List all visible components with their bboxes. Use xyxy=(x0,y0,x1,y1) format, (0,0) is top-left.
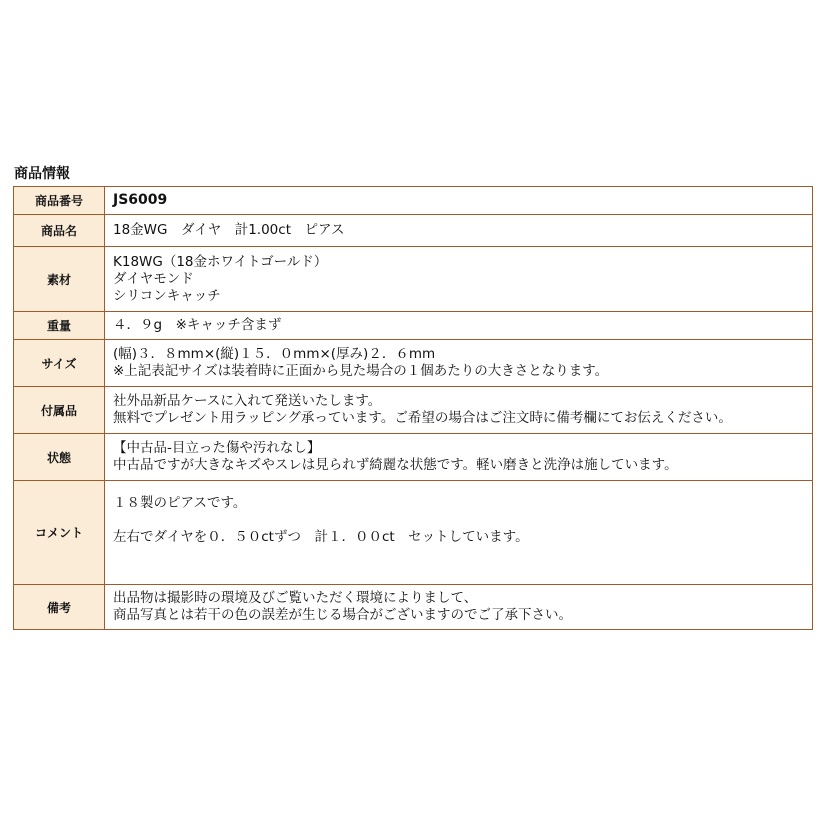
table-row-comment xyxy=(14,481,813,585)
value-line: 中古品ですが大きなキズやスレは見られず綺麗な状態です。軽い磨きと洗浄は施しています。 xyxy=(113,457,678,473)
value-line: 商品写真とは若干の色の誤差が生じる場合がございますのでご了承下さい。 xyxy=(113,607,572,623)
table-row-condition xyxy=(14,434,813,481)
value-line: 左右でダイヤを０．５０ctずつ 計１．００ct セットしています。 xyxy=(113,529,529,545)
table-row-product-name xyxy=(14,215,813,247)
row-label: 商品番号 xyxy=(14,187,105,215)
table-row-weight xyxy=(14,312,813,340)
row-label: 付属品 xyxy=(14,387,105,434)
table-row-accessories xyxy=(14,387,813,434)
value-line: ４．９g ※キャッチ含まず xyxy=(113,317,282,333)
value-line: 社外品新品ケースに入れて発送いたします。 xyxy=(113,393,382,409)
product-number-value xyxy=(105,187,813,215)
remarks-value xyxy=(105,585,813,630)
row-label: 重量 xyxy=(14,312,105,340)
table-row-remarks xyxy=(14,585,813,630)
value-line: 無料でプレゼント用ラッピング承っています。ご希望の場合はご注文時に備考欄にてお伝えください。 xyxy=(113,410,732,426)
value-line: シリコンキャッチ xyxy=(113,287,221,304)
value-line: JS6009 xyxy=(113,192,168,208)
value-line: (幅)３．８mm×(縦)１５．０mm×(厚み)２．６mm xyxy=(113,346,436,362)
comment-value xyxy=(105,481,813,585)
value-line: 18金WG ダイヤ 計1.00ct ピアス xyxy=(113,222,345,238)
size-value xyxy=(105,340,813,387)
table-row-material xyxy=(14,247,813,312)
value-line: ※上記表記サイズは装着時に正面から見た場合の１個あたりの大きさとなります。 xyxy=(113,363,609,379)
section-title: 商品情報 xyxy=(14,166,70,182)
value-line: K18WG（18金ホワイトゴールド） xyxy=(113,253,328,270)
product-name-value xyxy=(105,215,813,247)
row-label: 商品名 xyxy=(14,215,105,247)
row-label: 素材 xyxy=(14,247,105,312)
value-line: 出品物は撮影時の環境及びご覧いただく環境によりまして、 xyxy=(113,590,478,606)
row-label: コメント xyxy=(14,481,105,585)
row-label: 状態 xyxy=(14,434,105,481)
value-line: １８製のピアスです。 xyxy=(113,495,247,511)
value-line: 【中古品-目立った傷や汚れなし】 xyxy=(113,440,321,456)
accessories-value xyxy=(105,387,813,434)
product-info-table xyxy=(13,186,813,630)
table-row-size xyxy=(14,340,813,387)
row-label: サイズ xyxy=(14,340,105,387)
weight-value xyxy=(105,312,813,340)
material-value xyxy=(105,247,813,312)
value-line: ダイヤモンド xyxy=(113,270,194,287)
row-label: 備考 xyxy=(14,585,105,630)
table-row-product-number xyxy=(14,187,813,215)
condition-value xyxy=(105,434,813,481)
